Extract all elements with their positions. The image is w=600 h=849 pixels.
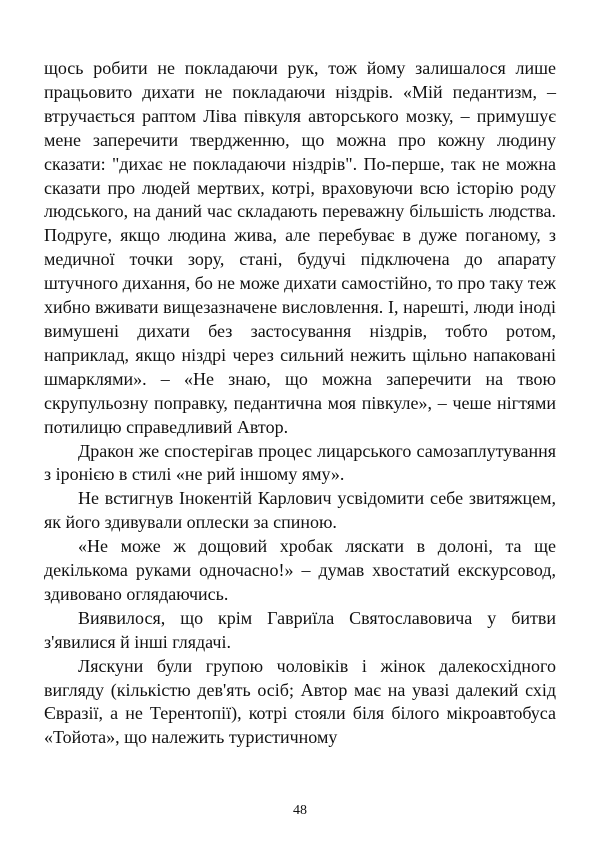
paragraph-clappers: Ляскуни були групою чоловіків і жінок далекосхідного вигляду (кількістю дев'ять осіб; Автор має на увазі далекий схід Євразії, а не Терентопії), котрі стояли біля білого мікроавтобуса «Тойота», що належить туристичному — [44, 655, 556, 748]
page-body — [44, 57, 556, 750]
paragraph-applause: Не встигнув Інокентій Карлович усвідомити себе звитяжцем, як його здивували оплески за спиною. — [44, 488, 556, 533]
paragraph-continued: щось робити не покладаючи рук, тож йому залишалося лише працьовито дихати не покладаючи ніздрів. «Мій педантизм, – втручається раптом Ліва півкуля авторського мозку, – примушує мене заперечити твердженню, що можна про кожну людину сказати: "дихає не покладаючи ніздрів". По-перше, так не можна сказати про людей мертвих, котрі, враховуючи всю історію роду людського, на даний час складають переважну більшість людства. Подруге, якщо людина жива, але перебуває в дуже поганому, з медичної точки зору, стані, будучі підключена до апарату штучного дихання, бо не може дихати самостійно, то про таку теж хибно вживати вищезазначене висловлення. І, нарешті, люди іноді вимушені дихати без застосування ніздрів, тобто ротом, наприклад, якщо ніздрі через сильний нежить щільно напаковані шмарклями». – «Не знаю, що можна заперечити на твою скрупульозну поправку, педантична моя півкуле», – чеше нігтями потилицю справедливий Автор. — [44, 58, 556, 437]
paragraph-dragon: Дракон же спостерігав процес лицарського самозаплутування з іронією в стилі «не рий іншому яму». — [44, 440, 556, 485]
paragraph-spectators: Виявилося, що крім Гавриїла Святославовича у битви з'явилися й інші глядачі. — [44, 607, 556, 652]
paragraph-worm-thought: «Не може ж дощовий хробак ляскати в долоні, та ще декількома руками одночасно!» – думав хвостатий екскурсовод, здивовано оглядаючись. — [44, 536, 556, 604]
page-number: 48 — [293, 803, 307, 818]
